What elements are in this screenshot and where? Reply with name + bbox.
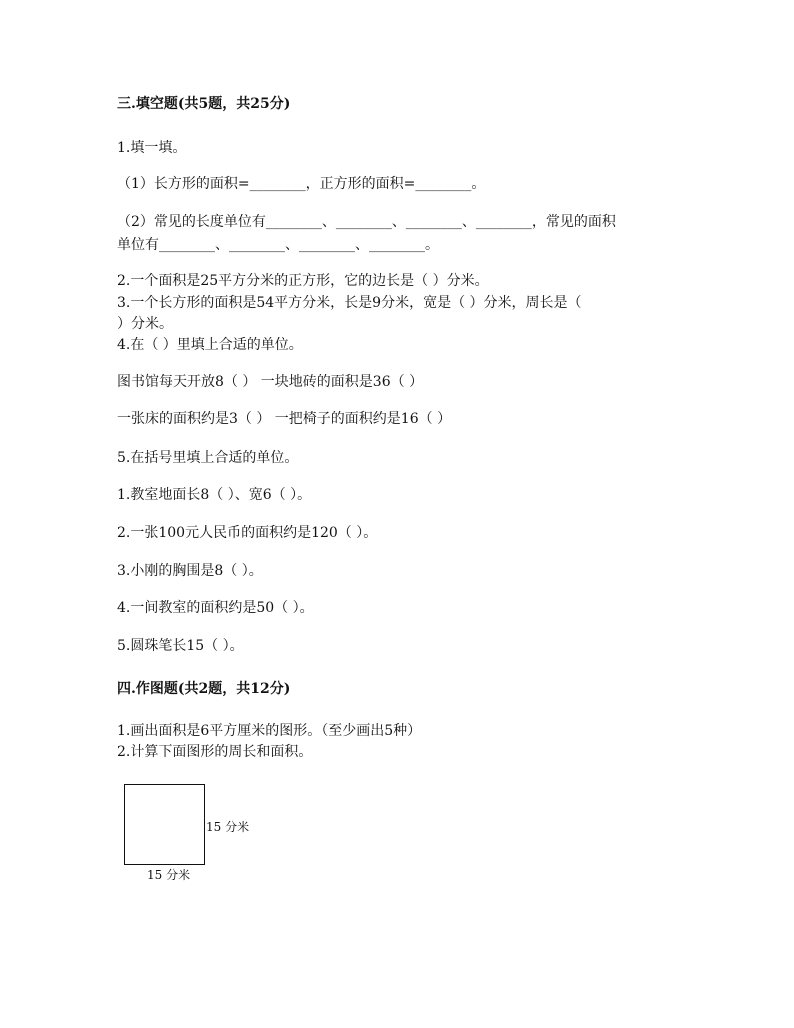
q1-part1: （1）长方形的面积=________，正方形的面积=________。 (117, 176, 486, 192)
section-4-heading: 四.作图题(共2题，共12分) (117, 681, 291, 697)
q3-text-line2: ）分米。 (117, 316, 173, 332)
q5-item: 3.小刚的胸围是8（ ）。 (117, 563, 263, 579)
q4-row1: 图书馆每天开放8（ ） 一块地砖的面积是36（ ） (117, 374, 424, 390)
q5-item: 2.一张100元人民币的面积约是120（ ）。 (117, 525, 378, 541)
square-figure (124, 784, 205, 865)
q5-item: 4.一间教室的面积约是50（ ）。 (117, 600, 314, 616)
q1-title: 1.填一填。 (117, 140, 187, 156)
q4-title: 4.在（ ）里填上合适的单位。 (117, 337, 303, 353)
q3-text-line1: 3.一个长方形的面积是54平方分米，长是9分米，宽是（ ）分米，周长是（ (117, 295, 582, 311)
q1-part2-line2: 单位有________、________、________、________。 (117, 237, 439, 253)
q5-item: 1.教室地面长8（ ）、宽6（ ）。 (117, 487, 312, 503)
q2-text: 2.一个面积是25平方分米的正方形，它的边长是（ ）分米。 (117, 273, 489, 289)
q5-item: 5.圆珠笔长15（ ）。 (117, 638, 244, 654)
square-side-label: 15 分米 (206, 820, 250, 834)
q4-row2: 一张床的面积约是3（ ） 一把椅子的面积约是16（ ） (117, 411, 452, 427)
q5-title: 5.在括号里填上合适的单位。 (117, 450, 299, 466)
square-bottom-label: 15 分米 (147, 868, 191, 882)
draw-q2-text: 2.计算下面图形的周长和面积。 (117, 744, 313, 760)
draw-q1-text: 1.画出面积是6平方厘米的图形。（至少画出5种） (117, 723, 422, 739)
q1-part2-line1: （2）常见的长度单位有________、________、________、________，常见的面积 (117, 214, 616, 230)
section-3-heading: 三.填空题(共5题，共25分) (117, 96, 291, 112)
